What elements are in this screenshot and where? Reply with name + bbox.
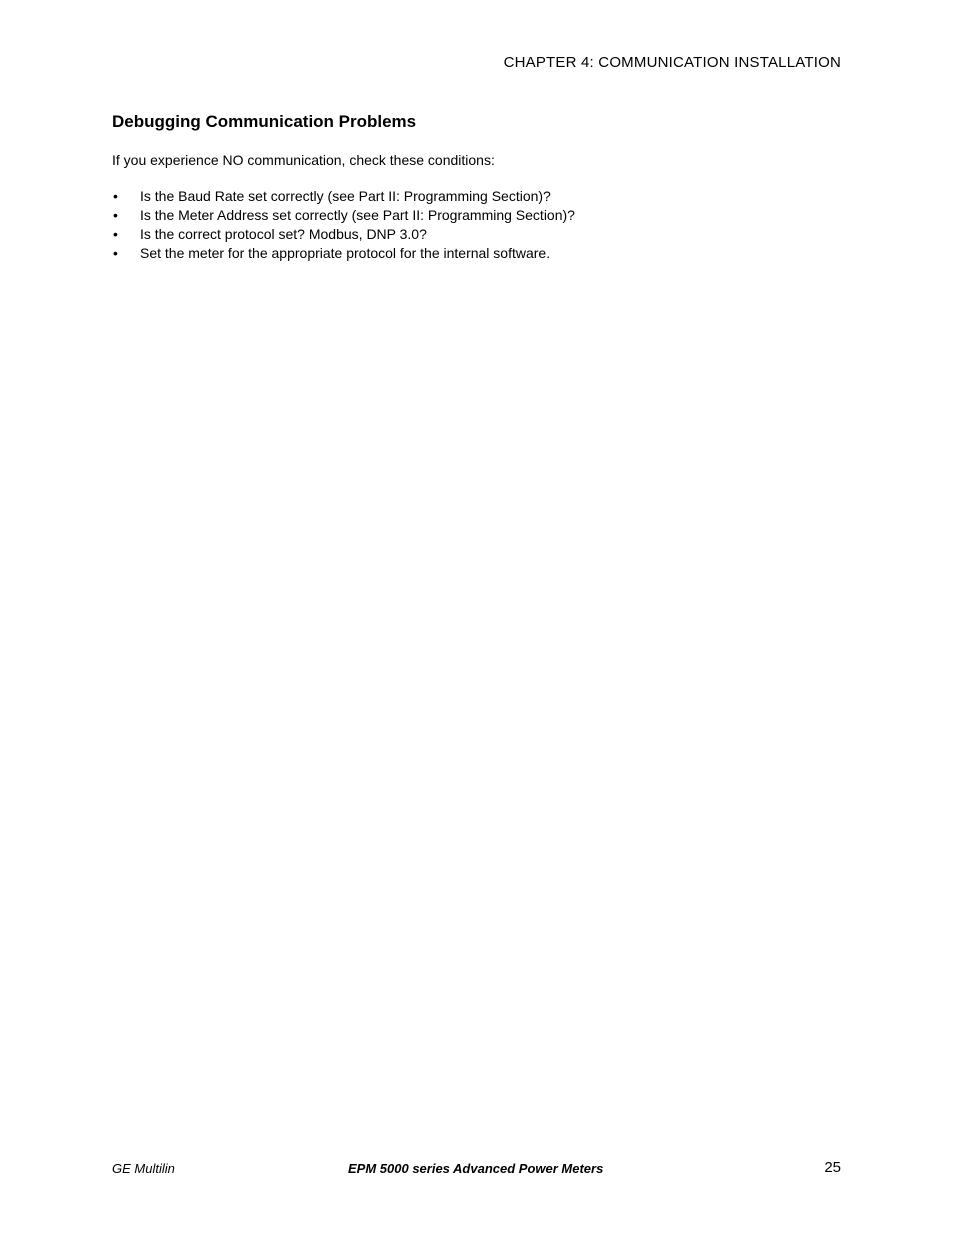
list-item bbox=[112, 244, 575, 263]
list-item-text: Is the Meter Address set correctly (see Part II: Programming Section)? bbox=[140, 207, 575, 223]
list-item bbox=[112, 225, 575, 244]
chapter-header: CHAPTER 4: COMMUNICATION INSTALLATION bbox=[503, 54, 841, 71]
list-item-text: Is the Baud Rate set correctly (see Part II: Programming Section)? bbox=[140, 188, 551, 204]
list-item-text: Is the correct protocol set? Modbus, DNP 3.0? bbox=[140, 226, 427, 242]
bullet-icon: • bbox=[113, 188, 118, 204]
list-item-text: Set the meter for the appropriate protocol for the internal software. bbox=[140, 245, 551, 261]
intro-paragraph: If you experience NO communication, check these conditions: bbox=[112, 152, 495, 168]
list-item bbox=[112, 206, 575, 225]
bullet-icon: • bbox=[113, 207, 118, 223]
bullet-icon: • bbox=[113, 245, 118, 261]
condition-list bbox=[112, 187, 575, 263]
footer-product: EPM 5000 series Advanced Power Meters bbox=[348, 1161, 604, 1176]
list-item bbox=[112, 187, 575, 206]
footer-company: GE Multilin bbox=[112, 1161, 175, 1176]
page-number: 25 bbox=[824, 1159, 841, 1176]
bullet-icon: • bbox=[113, 226, 118, 242]
section-heading: Debugging Communication Problems bbox=[112, 112, 417, 131]
